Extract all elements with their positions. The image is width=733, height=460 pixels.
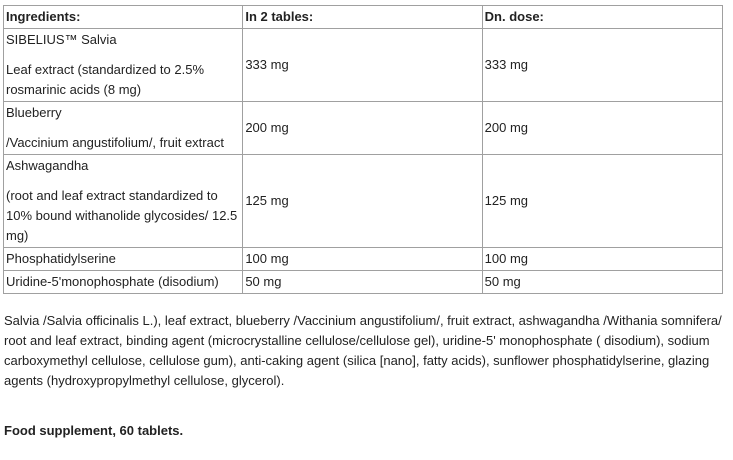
table-row bbox=[4, 155, 723, 248]
table-row bbox=[4, 102, 723, 155]
amount-daily-dose: 200 mg bbox=[482, 102, 722, 155]
ingredient-description: Leaf extract (standardized to 2.5% rosmarinic acids (8 mg) bbox=[6, 62, 205, 97]
header-in-two-tablets: In 2 tables: bbox=[243, 6, 482, 29]
amount-daily-dose: 50 mg bbox=[482, 271, 722, 294]
amount-in-two-tablets: 200 mg bbox=[243, 102, 482, 155]
ingredient-cell bbox=[4, 29, 243, 102]
amount-daily-dose: 333 mg bbox=[482, 29, 722, 102]
ingredient-cell bbox=[4, 102, 243, 155]
ingredient-name: Uridine-5'monophosphate (disodium) bbox=[4, 271, 243, 294]
amount-in-two-tablets: 50 mg bbox=[243, 271, 482, 294]
table-row bbox=[4, 271, 723, 294]
ingredient-name: Blueberry bbox=[6, 105, 62, 120]
ingredient-name: Ashwagandha bbox=[6, 158, 89, 173]
ingredients-table bbox=[3, 5, 723, 294]
ingredient-cell bbox=[4, 155, 243, 248]
header-daily-dose: Dn. dose: bbox=[482, 6, 722, 29]
ingredient-name: SIBELIUS™ Salvia bbox=[6, 32, 117, 47]
composition-paragraph: Salvia /Salvia officinalis L.), leaf extract, blueberry /Vaccinium angustifolium/, fruit extract, ashwagandha /Withania somnifera/ root and leaf extract, binding agent (microcrystalline cellulose/cellulose gel), uridine-5' monophosphate ( disodium), sodium carboxymethyl cellulose, cellulose gum), anti-caking agent (silica [nano], fatty acids), sunflower phosphatidylserine, glazing agents (hydroxypropylmethyl cellulose, glycerol). bbox=[4, 313, 722, 388]
amount-in-two-tablets: 100 mg bbox=[243, 248, 482, 271]
amount-in-two-tablets: 125 mg bbox=[243, 155, 482, 248]
amount-daily-dose: 100 mg bbox=[482, 248, 722, 271]
product-note: Food supplement, 60 tablets. bbox=[4, 423, 184, 438]
table-row bbox=[4, 248, 723, 271]
amount-daily-dose: 125 mg bbox=[482, 155, 722, 248]
table-row bbox=[4, 29, 723, 102]
amount-in-two-tablets: 333 mg bbox=[243, 29, 482, 102]
ingredient-description: (root and leaf extract standardized to 10% bound withanolide glycosides/ 12.5 mg) bbox=[6, 188, 238, 243]
table-header-row bbox=[4, 6, 723, 29]
ingredient-name: Phosphatidylserine bbox=[4, 248, 243, 271]
ingredient-description: /Vaccinium angustifolium/, fruit extract bbox=[6, 135, 224, 150]
header-ingredients: Ingredients: bbox=[4, 6, 243, 29]
